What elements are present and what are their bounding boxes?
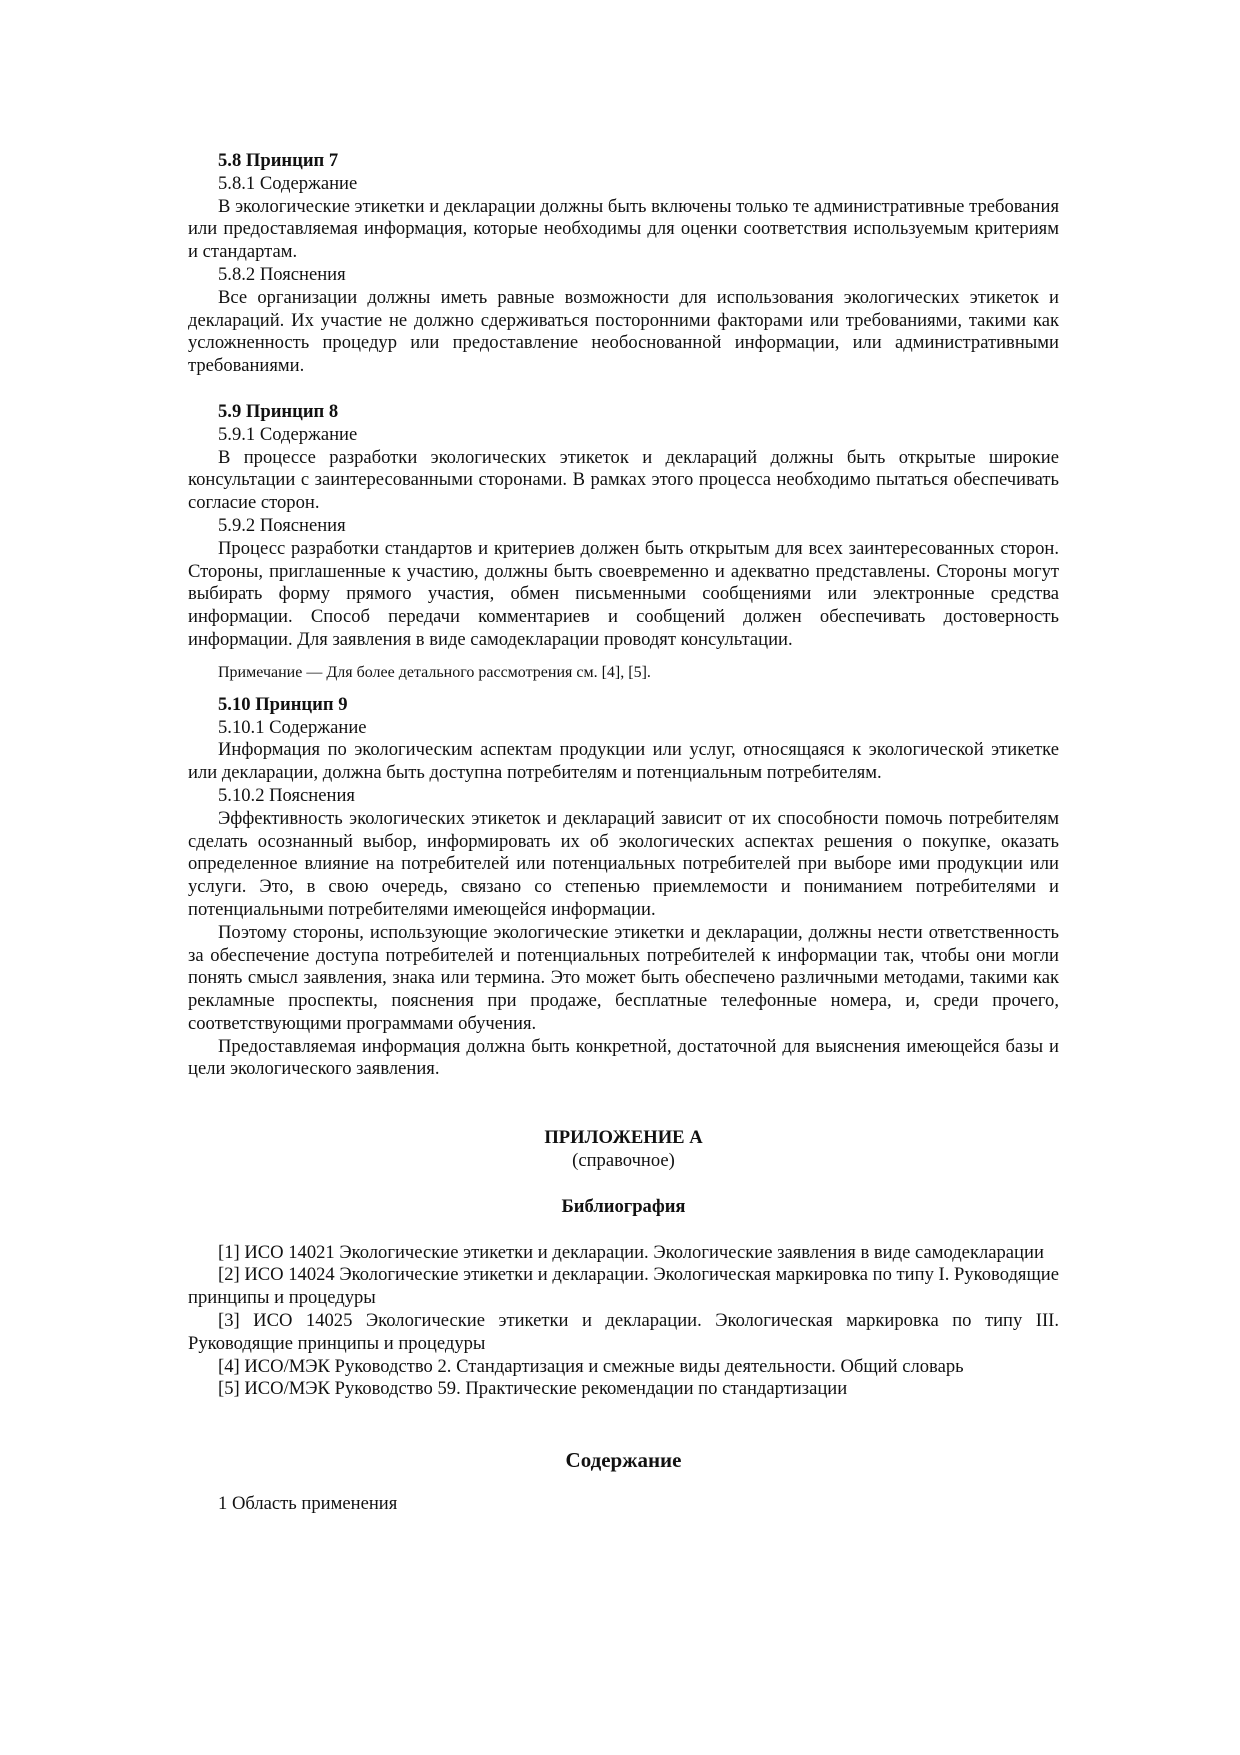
bibliography-item: [4] ИСО/МЭК Руководство 2. Стандартизация и смежные виды деятельности. Общий словарь — [218, 1355, 964, 1377]
bibliography-heading: Библиография — [561, 1195, 686, 1217]
section-5-9-note: Примечание — Для более детального рассмотрения см. [4], [5]. — [218, 663, 651, 681]
bibliography-item: [5] ИСО/МЭК Руководство 59. Практические рекомендации по стандартизации — [218, 1378, 848, 1400]
section-5-10-2-heading: 5.10.2 Пояснения — [218, 784, 355, 806]
appendix-subtitle: (справочное) — [572, 1150, 675, 1172]
section-5-9-1-heading: 5.9.1 Содержание — [218, 423, 358, 445]
section-5-10-2-text-2: Поэтому стороны, использующие экологические этикетки и декларации, должны нести ответственность за обеспечение доступа потребителей и потенциальных потребителей к информации так, чтобы они могли понять смысл заявления, знака или термина. Это может быть обеспечено различными методами, такими как рекламные проспекты, пояснения при продаже, бесплатные телефонные номера, и, среди прочего, соответствующими программами обучения. — [188, 921, 1059, 1034]
section-5-10-1-text: Информация по экологическим аспектам продукции или услуг, относящаяся к экологической этикетке или декларации, должна быть доступна потребителям и потенциальным потребителям. — [188, 739, 1059, 784]
section-5-8-1-text: В экологические этикетки и декларации должны быть включены только те административные требования или предоставляемая информация, которые необходимы для оценки соответствия используемым критериям и стандартам. — [188, 195, 1059, 263]
section-5-9-1-text: В процессе разработки экологических этикеток и деклараций должны быть открытые широкие консультации с заинтересованными сторонами. В рамках этого процесса необходимо пытаться обеспечивать согласие сторон. — [188, 446, 1059, 514]
section-5-8-2-heading: 5.8.2 Пояснения — [218, 263, 346, 285]
toc-title: Содержание — [565, 1448, 682, 1473]
section-5-8-1-heading: 5.8.1 Содержание — [218, 172, 358, 194]
appendix-title: ПРИЛОЖЕНИЕ А — [544, 1127, 703, 1149]
toc-item: 1 Область применения — [218, 1493, 398, 1515]
section-5-9-title: 5.9 Принцип 8 — [218, 400, 339, 422]
section-5-9-2-heading: 5.9.2 Пояснения — [218, 514, 346, 536]
bibliography-item: [2] ИСО 14024 Экологические этикетки и декларации. Экологическая маркировка по типу I. Руководящие принципы и процедуры — [188, 1264, 1059, 1309]
section-5-10-2-text-3: Предоставляемая информация должна быть конкретной, достаточной для выяснения имеющейся базы и цели экологического заявления. — [188, 1035, 1059, 1080]
section-5-10-2-text-1: Эффективность экологических этикеток и деклараций зависит от их способности помочь потребителям сделать осознанный выбор, информировать их об экологических аспектах решения о покупке, оказать определенное влияние на потребителей или потенциальных потребителей при выборе ими продукции или услуги. Это, в свою очередь, связано со степенью приемлемости и пониманием потребителями и потенциальными потребителями имеющейся информации. — [188, 807, 1059, 920]
bibliography-item: [3] ИСО 14025 Экологические этикетки и декларации. Экологическая маркировка по типу III. Руководящие принципы и процедуры — [188, 1310, 1059, 1354]
bibliography-item: [1] ИСО 14021 Экологические этикетки и декларации. Экологические заявления в виде самодекларации — [218, 1241, 1044, 1263]
section-5-10-1-heading: 5.10.1 Содержание — [218, 716, 367, 738]
section-5-8-2-text: Все организации должны иметь равные возможности для использования экологических этикеток и деклараций. Их участие не должно сдерживаться посторонними факторами или требованиями, такими как усложненность процедур или предоставление необоснованной информации, или административными требованиями. — [188, 286, 1059, 377]
section-5-9-2-text: Процесс разработки стандартов и критериев должен быть открытым для всех заинтересованных сторон. Стороны, приглашенные к участию, должны быть своевременно и адекватно представлены. Стороны могут выбирать форму прямого участия, обмен письменными сообщениями или электронные средства информации. Способ передачи комментариев и сообщений должен обеспечивать достоверность информации. Для заявления в виде самодекларации проводят консультации. — [188, 537, 1059, 650]
document-page — [188, 150, 1059, 1516]
section-5-8-title: 5.8 Принцип 7 — [218, 150, 339, 171]
section-5-10-title: 5.10 Принцип 9 — [218, 693, 348, 715]
